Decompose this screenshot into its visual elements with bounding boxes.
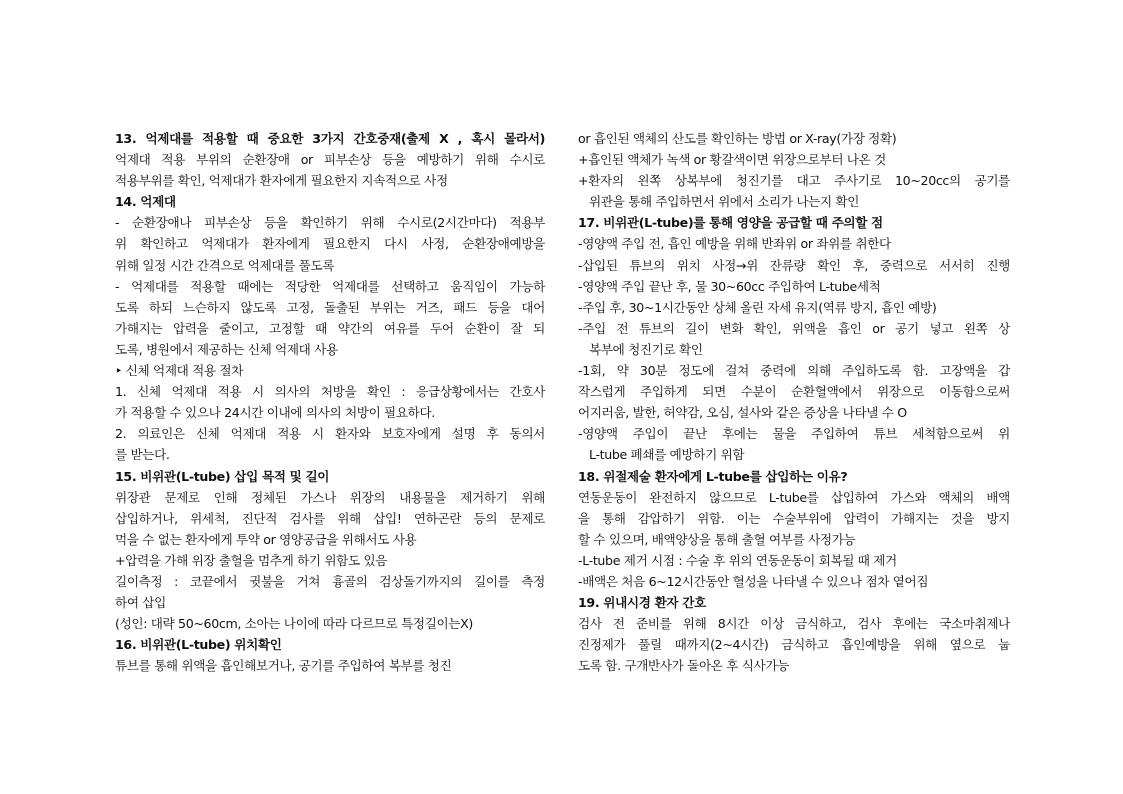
text-line: 튜브를 통해 위액을 흡인해보거나, 공기를 주입하여 복부를 청진	[115, 658, 452, 674]
section-heading: 19. 위내시경 환자 간호	[578, 595, 706, 611]
text-line: -배액은 처음 6~12시간동안 혈성을 나타낼 수 있으나 점차 옅어짐	[578, 573, 929, 589]
text-line: 하여 삽입	[115, 595, 166, 611]
text-line: 먹을 수 없는 환자에게 투약 or 영양공급을 위해서도 사용	[115, 531, 417, 547]
right-text-column	[578, 128, 1010, 676]
section-heading: 17. 비위관(L-tube)를 통해 영양을 공급할 때 주의할 점	[578, 215, 883, 231]
text-line: 길이측정 : 코끝에서 귓불을 거쳐 흉골의 검상돌기까지의 길이를 측정	[115, 573, 545, 589]
text-line: 진정제가 풀릴 때까지(2~4시간) 금식하고 흡인예방을 위해 옆으로 눕	[578, 637, 1010, 653]
text-line: 할 수 있으며, 배액양상을 통해 출혈 여부를 사정가능	[578, 531, 856, 547]
section-heading: 16. 비위관(L-tube) 위치확인	[115, 637, 282, 653]
text-line: 가해지는 압력을 줄이고, 고정할 때 약간의 여유를 두어 순환이 잘 되	[115, 320, 545, 336]
text-line: (성인: 대략 50~60cm, 소아는 나이에 따라 다르므로 특정길이는X)	[115, 616, 473, 632]
text-line: - 순환장애나 피부손상 등을 확인하기 위해 수시로(2시간마다) 적용부	[115, 215, 545, 231]
text-line: -L-tube 제거 시점 : 수술 후 위의 연동운동이 회복될 때 제거	[578, 552, 897, 568]
text-line: 검사 전 준비를 위해 8시간 이상 금식하고, 검사 후에는 국소마취제나	[578, 616, 1010, 632]
text-line: L-tube 폐쇄를 예방하기 위함	[589, 447, 745, 463]
text-line: or 흡인된 액체의 산도를 확인하는 방법 or X-ray(가장 정확)	[578, 131, 897, 146]
text-line: -영양액 주입 전, 흡인 예방을 위해 반좌위 or 좌위를 취한다	[578, 236, 891, 252]
text-line: 도록 하되 느슨하지 않도록 고정, 돌출된 부위는 거즈, 패드 등을 대어	[115, 299, 545, 315]
text-line: 를 받는다.	[115, 447, 170, 463]
text-line: +흡인된 액체가 녹색 or 황갈색이면 위장으로부터 나온 것	[578, 152, 886, 168]
text-line: -영양액 주입 끝난 후, 물 30~60cc 주입하여 L-tube세척	[578, 278, 881, 294]
section-heading: 13. 억제대를 적용할 때 중요한 3가지 간호중재(출제 X , 혹시 몰라서)	[115, 131, 545, 146]
left-text-column	[115, 128, 545, 676]
text-line: 위장관 문제로 인해 정체된 가스나 위장의 내용물을 제거하기 위해	[115, 489, 545, 505]
text-line: 가 적용할 수 있으나 24시간 이내에 의사의 처방이 필요하다.	[115, 405, 435, 421]
text-line: 어지러움, 발한, 허약감, 오심, 설사와 같은 증상을 나타낼 수 O	[578, 405, 907, 421]
text-line: 위해 일정 시간 간격으로 억제대를 풀도록	[115, 257, 335, 273]
text-line: 위 확인하고 억제대가 환자에게 필요한지 다시 사정, 순환장애예방을	[115, 236, 545, 252]
text-line: ‣ 신체 억제대 적용 절차	[115, 363, 244, 379]
section-heading: 18. 위절제술 환자에게 L-tube를 삽입하는 이유?	[578, 468, 848, 484]
text-line: 도록 함. 구개반사가 돌아온 후 식사가능	[578, 658, 789, 674]
text-line: - 억제대를 적용할 때에는 적당한 억제대를 선택하고 움직임이 가능하	[115, 278, 545, 294]
text-line: 연동운동이 완전하지 않으므로 L-tube를 삽입하여 가스와 액체의 배액	[578, 489, 1010, 505]
text-line: 억제대 적용 부위의 순환장애 or 피부손상 등을 예방하기 위해 수시로	[115, 152, 545, 168]
text-line: -1회, 약 30분 정도에 걸쳐 중력에 의해 주입하도록 함. 고장액을 갑	[578, 363, 1010, 379]
text-line: 도록, 병원에서 제공하는 신체 억제대 사용	[115, 341, 338, 357]
text-line: 2. 의료인은 신체 억제대 적용 시 환자와 보호자에게 설명 후 동의서	[115, 426, 545, 442]
text-line: -영양액 주입이 끝난 후에는 물을 주입하여 튜브 세척함으로써 위	[578, 426, 1010, 442]
text-line: 적용부위를 확인, 억제대가 환자에게 필요한지 지속적으로 사정	[115, 173, 448, 189]
section-heading: 15. 비위관(L-tube) 삽입 목적 및 길이	[115, 468, 330, 484]
text-line: 작스럽게 주입하게 되면 수분이 순환혈액에서 위장으로 이동함으로써	[578, 384, 1010, 400]
text-line: 위관을 통해 주입하면서 위에서 소리가 나는지 확인	[589, 194, 860, 210]
text-line: +환자의 왼쪽 상복부에 청진기를 대고 주사기로 10~20cc의 공기를	[578, 173, 1010, 189]
text-line: +압력을 가해 위장 출혈을 멈추게 하기 위함도 있음	[115, 552, 388, 568]
text-line: 복부에 청진기로 확인	[589, 341, 703, 357]
section-heading: 14. 억제대	[115, 194, 176, 210]
text-line: -주입 후, 30~1시간동안 상체 올린 자세 유지(역류 방지, 흡인 예방)	[578, 299, 937, 315]
text-line: 을 통해 감압하기 위함. 이는 수술부위에 압력이 가해지는 것을 방지	[578, 510, 1010, 526]
text-line: -주입 전 튜브의 길이 변화 확인, 위액을 흡인 or 공기 넣고 왼쪽 상	[578, 320, 1010, 336]
text-line: 1. 신체 억제대 적용 시 의사의 처방을 확인 : 응급상황에서는 간호사	[115, 384, 545, 400]
text-line: 삽입하거나, 위세척, 진단적 검사를 위해 삽입! 연하곤란 등의 문제로	[115, 510, 545, 526]
text-line: -삽입된 튜브의 위치 사정→위 잔류량 확인 후, 중력으로 서서히 진행	[578, 257, 1010, 273]
